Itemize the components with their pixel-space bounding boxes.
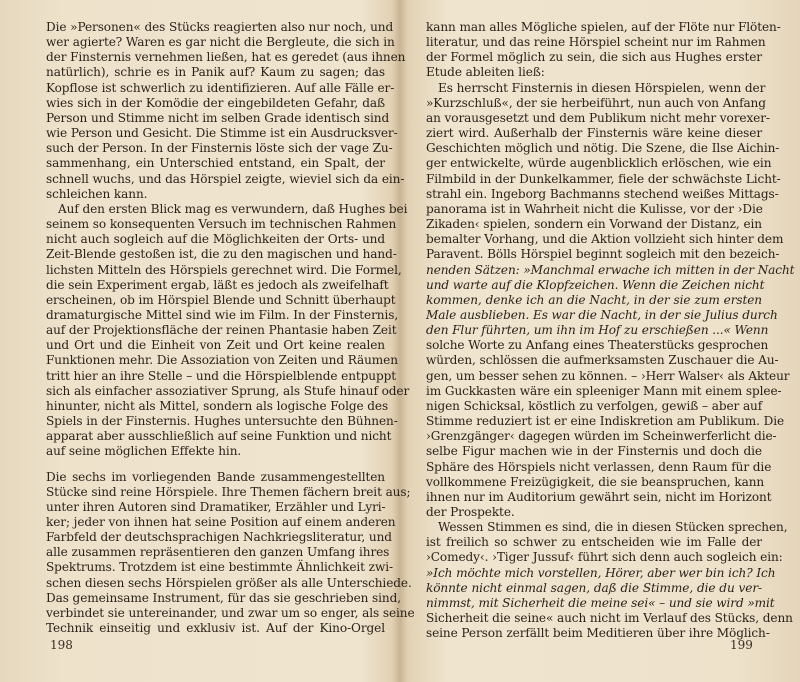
paragraph: [426, 520, 793, 641]
text-line: Kopflose ist schwerlich zu identifizieren. Auf alle Fälle er-: [46, 80, 395, 95]
text-line: Stimme reduziert ist er eine Indiskretion am Publikum. Die: [426, 414, 785, 429]
section-gap: [46, 460, 385, 470]
text-line: im Guckkasten wäre ein spleeniger Mann mit einem splee-: [426, 383, 782, 398]
text-line: Die »Personen« des Stücks reagierten also nur noch, und: [46, 20, 394, 34]
text-line: ker; jeder von ihnen hat seine Position auf einem anderen: [46, 515, 396, 529]
text-line: wie Person und Gesicht. Die Stimme ist ein Ausdrucksver-: [46, 126, 398, 141]
text-line: ziert wird. Außerhalb der Finsternis wäre keine dieser: [426, 126, 762, 141]
text-line: Geschichten möglich und nötig. Die Szene, die Ilse Aichin-: [426, 141, 780, 156]
text-line: such der Person. In der Finsternis löste sich der vage Zu-: [46, 141, 393, 156]
text-line: vollkommene Freizügigkeit, die sie beanspruchen, kann: [426, 474, 765, 489]
text-line: apparat aber ausschließlich auf seine Funktion und nicht: [46, 429, 392, 444]
text-line: an vorausgesetzt und dem Publikum nicht mehr vorexer-: [426, 110, 770, 125]
text-line: kann man alles Mögliche spielen, auf der Flöte nur Flöten-: [426, 20, 781, 34]
text-line: könnte nicht einmal sagen, daß die Stimme, die du ver-: [426, 580, 762, 595]
text-line: Spektrums. Trotzdem ist eine bestimmte Ähnlichkeit zwi-: [46, 560, 393, 575]
text-line: bemalter Vorhang, und die Aktion vollzieht sich hinter dem: [426, 232, 784, 247]
text-line: kommen, denke ich an die Nacht, in der sie zum ersten: [426, 292, 762, 307]
text-line: sammenhang, ein Unterschied entstand, ein Spalt, der: [46, 156, 385, 171]
text-line: ger entwickelte, würde augenblicklich erlöschen, wie ein: [426, 156, 772, 171]
text-line: seine Person zerfällt beim Meditieren über ihre Möglich-: [426, 626, 770, 641]
text-line: Es herrscht Finsternis in diesen Hörspielen, wenn der: [438, 80, 766, 95]
text-line: dramaturgische Mittel sind wie im Film. In der Finsternis,: [46, 307, 399, 322]
right-page-text: [426, 20, 795, 641]
text-line: Sicherheit die seine« auch nicht im Verlauf des Stücks, denn: [426, 611, 793, 626]
text-line: Male ausblieben. Es war die Nacht, in der sie Julius durch: [426, 307, 778, 322]
text-line: Funktionen mehr. Die Assoziation von Zeiten und Räumen: [46, 353, 398, 368]
text-line: Wessen Stimmen es sind, die in diesen Stücken sprechen,: [438, 520, 788, 535]
text-line: seinem so konsequenten Versuch im technischen Rahmen: [46, 217, 397, 232]
text-line: Technik einseitig und exklusiv ist. Auf der Kino-Orgel: [46, 621, 385, 636]
paragraph: [426, 20, 781, 81]
text-line: gen, um besser sehen zu können. – ›Herr Walser‹ als Akteur: [426, 368, 790, 383]
text-line: sich als einfacher assoziativer Sprung, als Stufe hinauf oder: [46, 383, 410, 398]
right-page: [400, 0, 800, 682]
text-line: »Ich möchte mich vorstellen, Hörer, aber wer bin ich? Ich: [426, 565, 776, 580]
text-line: erscheinen, ob im Hörspiel Blende und Schnitt überhaupt: [46, 292, 396, 307]
text-line: nicht auch sogleich auf die Möglichkeiten der Orts- und: [46, 232, 385, 247]
text-line: ihnen nur im Auditorium gewährt sein, nicht im Horizont: [426, 489, 772, 504]
text-line: natürlich), schrie es in Panik auf? Kaum zu sagen; das: [46, 65, 385, 80]
text-line: und Ort und die Einheit von Zeit und Ort keine realen: [46, 338, 385, 353]
text-line: ›Grenzgänger‹ dagegen würden im Scheinwerferlicht die-: [426, 429, 777, 444]
text-line: den Flur führten, um ihn im Hof zu erschießen ...« Wenn: [426, 323, 769, 338]
text-line: unter ihren Autoren sind Dramatiker, Erzähler und Lyri-: [46, 499, 386, 514]
text-line: würden, schlössen die aufmerksamsten Zuschauer die Au-: [426, 353, 779, 368]
text-line: literatur, und das reine Hörspiel scheint nur im Rahmen: [426, 35, 766, 50]
text-line: die sein Experiment ergab, läßt es jedoch als zweifelhaft: [46, 277, 389, 292]
text-line: wer agierte? Waren es gar nicht die Bergleute, die sich in: [46, 35, 395, 50]
text-line: auf seine möglichen Effekte hin.: [46, 444, 242, 459]
text-line: alle zusammen repräsentieren den ganzen Umfang ihres: [46, 545, 390, 560]
text-line: Etude ableiten ließ:: [426, 65, 545, 80]
text-line: Person und Stimme nicht im selben Grade identisch sind: [46, 110, 390, 125]
text-line: solche Worte zu Anfang eines Theaterstücks gesprochen: [426, 338, 769, 353]
text-line: schleichen kann.: [46, 186, 148, 201]
text-line: Filmbild in der Dunkelkammer, fiele der schwächste Licht-: [426, 171, 781, 186]
text-line: wies sich in der Komödie der eingebildeten Gefahr, daß: [46, 95, 385, 110]
text-line: Zeit-Blende gestoßen ist, die zu den magischen und hand-: [46, 247, 397, 262]
paragraph: [46, 469, 415, 637]
text-line: ist freilich so schwer zu entscheiden wie im Falle der: [426, 535, 762, 550]
text-line: Farbfeld der deutschsprachigen Nachkriegsliteratur, und: [46, 530, 392, 545]
text-line: lichsten Mitteln des Hörspiels gerechnet wird. Die Formel,: [46, 262, 402, 277]
text-line: Die sechs im vorliegenden Bande zusammengestellten: [46, 469, 385, 484]
text-line: Sphäre des Hörspiels nicht verlassen, denn Raum für die: [426, 459, 772, 474]
text-line: schen diesen sechs Hörspielen größer als alle Unterschiede.: [46, 575, 412, 590]
text-line: nigen Schicksal, köstlich zu verfolgen, gewiß – aber auf: [426, 398, 763, 413]
text-line: verbindet sie untereinander, und zwar um so enger, als seine: [46, 605, 415, 620]
text-line: ›Comedy‹. ›Tiger Jussuf‹ führt sich denn auch sogleich ein:: [426, 550, 783, 565]
text-line: nenden Sätzen: »Manchmal erwache ich mitten in der Nacht: [426, 262, 795, 277]
text-line: schnell wuchs, und das Hörspiel zeigte, wieviel sich da ein-: [46, 171, 405, 186]
text-line: nimmst, mit Sicherheit die meine sei« – und sie wird »mit: [426, 595, 775, 610]
text-line: hinunter, nicht als Mittel, sondern als logische Folge des: [46, 398, 389, 413]
left-page-text: [46, 20, 415, 636]
text-line: panorama ist in Wahrheit nicht die Kulisse, vor der ›Die: [426, 201, 763, 216]
text-line: Zikaden‹ spielen, sondern ein Vorwand der Distanz, ein: [426, 217, 762, 232]
paragraph: [426, 80, 795, 521]
page-number-right: 199: [730, 638, 753, 652]
text-line: selbe Figur machen wie in der Finsternis und doch die: [426, 444, 762, 459]
paragraph: [46, 201, 410, 460]
text-line: tritt hier an ihre Stelle – und die Hörspielblende entpuppt: [46, 368, 397, 383]
text-line: Spiels in der Finsternis. Hughes untersuchte den Bühnen-: [46, 414, 398, 429]
paragraph: [46, 20, 406, 202]
text-line: der Formel möglich zu sein, die sich aus Hughes erster: [426, 50, 762, 65]
text-line: »Kurzschluß«, der sie herbeiführt, nun auch von Anfang: [426, 95, 766, 110]
text-line: Das gemeinsame Instrument, für das sie geschrieben sind,: [46, 590, 402, 605]
page-number-left: 198: [50, 638, 73, 652]
text-line: auf der Projektionsfläche der reinen Phantasie haben Zeit: [46, 323, 397, 338]
text-line: und warte auf die Klopfzeichen. Wenn die Zeichen nicht: [426, 277, 765, 292]
text-line: strahl ein. Ingeborg Bachmanns stechend weißes Mittags-: [426, 186, 779, 201]
text-line: der Prospekte.: [426, 505, 515, 519]
text-line: Stücke sind reine Hörspiele. Ihre Themen fächern breit aus;: [46, 484, 411, 499]
text-line: der Finsternis vernehmen ließen, hat es geredet (aus ihnen: [46, 50, 406, 65]
text-line: Paravent. Bölls Hörspiel beginnt sogleich mit den bezeich-: [426, 247, 780, 262]
text-line: Auf den ersten Blick mag es verwundern, daß Hughes bei: [58, 201, 408, 216]
